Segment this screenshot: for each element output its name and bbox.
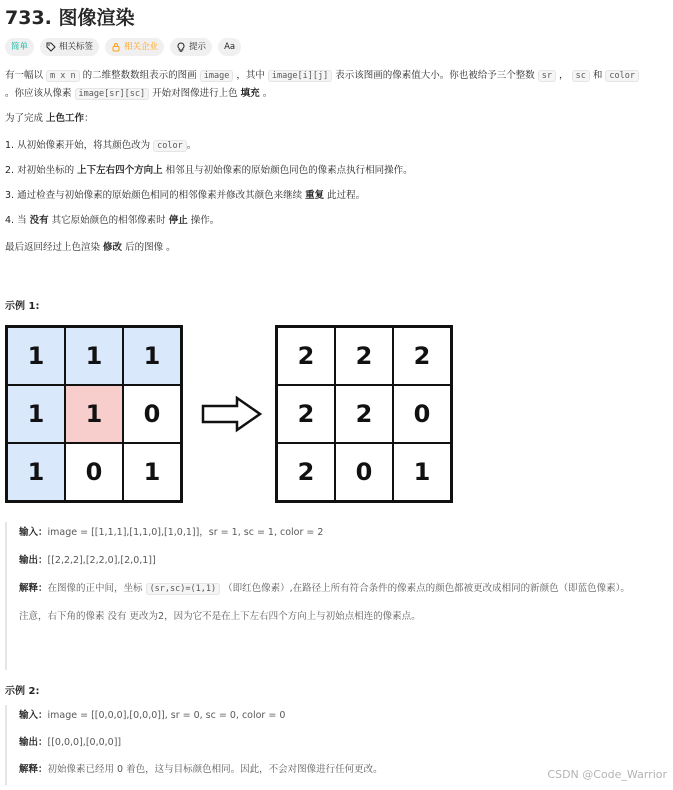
right-arrow-icon bbox=[201, 395, 263, 433]
lock-icon bbox=[111, 42, 121, 52]
grid-cell: 0 bbox=[393, 385, 451, 443]
grid-cell: 1 bbox=[123, 443, 181, 501]
example-2-title: 示例 2: bbox=[5, 686, 40, 697]
tag-icon bbox=[46, 42, 56, 52]
example-2-input: 输入：image = [[0,0,0],[0,0,0]], sr = 0, sc = 0, color = 0 bbox=[19, 710, 286, 721]
grid-cell: 1 bbox=[393, 443, 451, 501]
example-2-output: 输出：[[0,0,0],[0,0,0]] bbox=[19, 737, 122, 748]
intro-line: 为了完成 上色工作： bbox=[5, 113, 94, 124]
grid-cell: 1 bbox=[7, 327, 65, 385]
example-2-explanation: 解释：初始像素已经用 0 着色，这与目标颜色相同。因此，不会对图像进行任何更改。 bbox=[19, 764, 383, 775]
grid-cell: 1 bbox=[65, 327, 123, 385]
description-paragraph-1: 有一幅以 m x n 的二维整数数组表示的图画 image ，其中 image[i][j] 表示该图画的像素值大小。你也被给予三个整数 sr ， sc 和 color 。你应该从像素 image[sr][sc] 开始对图像进行上色 填充 。 bbox=[5, 67, 665, 103]
grid-cell: 2 bbox=[277, 327, 335, 385]
grid-cell: 1 bbox=[7, 443, 65, 501]
grid-cell: 1 bbox=[123, 327, 181, 385]
grid-cell: 2 bbox=[393, 327, 451, 385]
lightbulb-icon bbox=[176, 42, 186, 52]
final-line: 最后返回经过上色渲染 修改 后的图像 。 bbox=[5, 242, 176, 253]
hint-button[interactable]: 提示 bbox=[170, 38, 212, 56]
difficulty-badge[interactable]: 简单 bbox=[5, 38, 34, 56]
grid-cell: 2 bbox=[277, 385, 335, 443]
example-1-block bbox=[5, 522, 659, 670]
page-title: 733. 图像渲染 bbox=[5, 7, 135, 29]
example-1-title: 示例 1: bbox=[5, 301, 40, 312]
grid-before bbox=[5, 325, 183, 503]
grid-cell: 0 bbox=[123, 385, 181, 443]
font-size-icon: Aa bbox=[224, 42, 236, 52]
grid-after bbox=[275, 325, 453, 503]
grid-cell: 2 bbox=[277, 443, 335, 501]
step-3: 3. 通过检查与初始像素的原始颜色相同的相邻像素并修改其颜色来继续 重复 此过程。 bbox=[5, 190, 366, 201]
grid-cell: 1 bbox=[65, 385, 123, 443]
grid-cell: 0 bbox=[65, 443, 123, 501]
grid-cell: 2 bbox=[335, 327, 393, 385]
related-tags-button[interactable]: 相关标签 bbox=[40, 38, 99, 56]
grid-cell: 1 bbox=[7, 385, 65, 443]
example-1-output: 输出：[[2,2,2],[2,2,0],[2,0,1]] bbox=[19, 555, 156, 566]
related-companies-button[interactable]: 相关企业 bbox=[105, 38, 164, 56]
grid-cell: 2 bbox=[335, 385, 393, 443]
tag-bar bbox=[5, 38, 241, 56]
font-size-button[interactable] bbox=[218, 38, 241, 56]
step-2: 2. 对初始坐标的 上下左右四个方向上 相邻且与初始像素的原始颜色同色的像素点执行相同操作。 bbox=[5, 165, 413, 176]
example-1-input: 输入：image = [[1,1,1],[1,1,0],[1,0,1]]，sr = 1, sc = 1, color = 2 bbox=[19, 527, 324, 538]
grid-cell: 0 bbox=[335, 443, 393, 501]
step-4: 4. 当 没有 其它原始颜色的相邻像素时 停止 操作。 bbox=[5, 215, 220, 226]
example-1-explanation: 解释：在图像的正中间，坐标 (sr,sc)=(1,1) （即红色像素）,在路径上所有符合条件的像素点的颜色都被更改成相同的新颜色（即蓝色像素）。 bbox=[19, 583, 630, 594]
watermark: CSDN @Code_Warrior bbox=[547, 768, 667, 781]
example-1-note: 注意，右下角的像素 没有 更改为2，因为它不是在上下左右四个方向上与初始点相连的像素点。 bbox=[19, 611, 421, 622]
step-1: 1. 从初始像素开始，将其颜色改为 color 。 bbox=[5, 140, 197, 151]
